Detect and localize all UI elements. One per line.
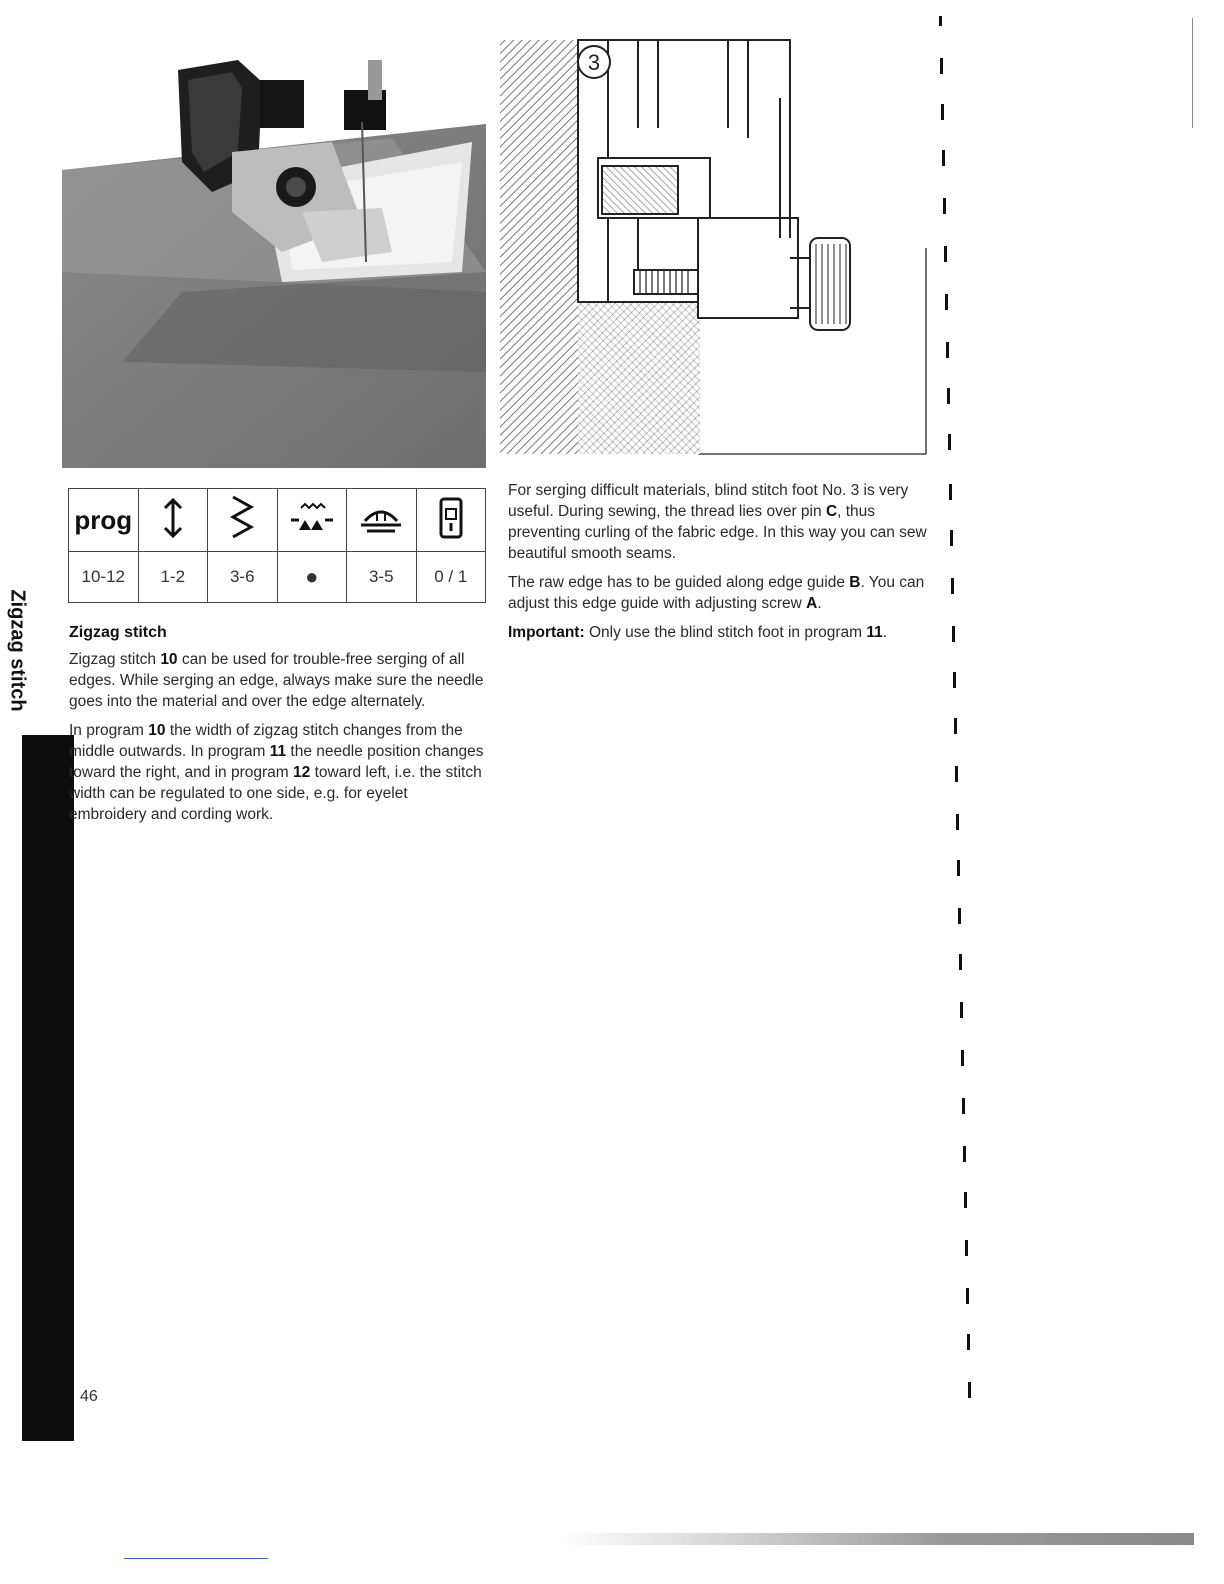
right-paragraph-2 — [508, 572, 928, 614]
margin-mark — [939, 16, 942, 26]
presser-foot-value: 0 / 1 — [416, 552, 486, 603]
margin-mark — [941, 104, 944, 120]
text-run: . You can adjust this edge guide with adjusting screw — [508, 574, 925, 612]
margin-mark — [949, 484, 952, 500]
margin-mark — [951, 578, 954, 594]
left-paragraph-1 — [69, 649, 489, 712]
feed-dog-cell — [277, 489, 347, 552]
section-tab-bar — [22, 735, 74, 1441]
margin-mark — [948, 434, 951, 450]
program-number: 11 — [269, 743, 287, 760]
text-run: Only use the blind stitch foot in program — [584, 624, 867, 641]
important-label: Important: — [508, 624, 585, 641]
program-number: 11 — [866, 624, 883, 641]
sewing-machine-photo — [62, 42, 486, 468]
margin-mark — [963, 1146, 966, 1162]
margin-mark — [966, 1288, 969, 1304]
pin-label: C — [825, 503, 838, 520]
margin-mark — [955, 766, 958, 782]
prog-header-cell — [69, 489, 139, 552]
presser-pressure-value: 3-5 — [347, 552, 417, 603]
text-run: , thus preventing curling of the fabric edge. In this way you can sew beautiful smooth seams. — [508, 503, 927, 562]
side-section-title-text: Zigzag stitch — [6, 588, 29, 712]
margin-mark — [956, 814, 959, 830]
text-run: the needle position changes toward the right, and in program — [69, 743, 484, 781]
text-run: The raw edge has to be guided along edge guide — [508, 574, 850, 591]
settings-values-row — [69, 552, 486, 603]
margin-mark — [946, 342, 949, 358]
margin-mark — [950, 530, 953, 546]
feed-dog-icon — [289, 500, 335, 536]
text-run: Zigzag stitch — [69, 651, 161, 668]
margin-mark — [958, 908, 961, 924]
prog-value: 10-12 — [69, 552, 139, 603]
margin-mark — [942, 150, 945, 166]
scan-edge-line — [1192, 18, 1193, 128]
text-run: For serging difficult materials, blind stitch foot No. 3 is very useful. During sewing, the thread lies over pin — [508, 482, 909, 520]
scan-underline — [124, 1558, 268, 1559]
text-run: . — [817, 595, 822, 612]
margin-mark — [968, 1382, 971, 1398]
presser-pressure-cell — [347, 489, 417, 552]
program-number: 10 — [148, 722, 166, 739]
text-run: can be used for trouble-free serging of all edges. While serging an edge, always make sure the needle goes into the material and over the edge alternately. — [69, 651, 484, 710]
margin-mark — [961, 1050, 964, 1066]
page-number: 46 — [80, 1388, 98, 1405]
feed-dog-value: ● — [277, 552, 347, 603]
stitch-width-cell — [208, 489, 278, 552]
margin-mark — [959, 954, 962, 970]
stitch-length-icon — [158, 496, 188, 540]
blind-stitch-foot-diagram — [498, 38, 928, 456]
prog-label: prog — [74, 504, 133, 535]
stitch-width-icon — [227, 493, 257, 543]
left-text-column — [69, 622, 489, 833]
margin-mark — [945, 294, 948, 310]
margin-mark — [960, 1002, 963, 1018]
margin-mark — [952, 626, 955, 642]
margin-mark — [944, 246, 947, 262]
stitch-length-value: 1-2 — [138, 552, 208, 603]
foot-number-label: 3 — [587, 50, 601, 75]
text-run: toward left, i.e. the stitch width can be regulated to one side, e.g. for eyelet embroidery and cording work. — [69, 764, 482, 823]
settings-table — [68, 488, 486, 603]
margin-mark — [943, 198, 946, 214]
margin-mark — [967, 1334, 970, 1350]
margin-mark — [957, 860, 960, 876]
text-run: In program — [69, 722, 149, 739]
section-heading: Zigzag stitch — [69, 624, 167, 641]
stitch-length-cell — [138, 489, 208, 552]
margin-mark — [965, 1240, 968, 1256]
margin-mark — [954, 718, 957, 734]
margin-mark — [953, 672, 956, 688]
text-run: . — [882, 624, 888, 641]
settings-header-row — [69, 489, 486, 552]
side-section-title — [0, 590, 34, 710]
left-paragraph-2 — [69, 720, 489, 825]
margin-mark — [964, 1192, 967, 1208]
program-number: 12 — [293, 764, 311, 781]
presser-foot-icon — [436, 495, 466, 541]
program-number: 10 — [160, 651, 178, 668]
right-paragraph-3 — [508, 622, 928, 643]
right-paragraph-1 — [508, 480, 928, 564]
scan-bottom-bar — [560, 1533, 1194, 1545]
presser-foot-cell — [416, 489, 486, 552]
presser-pressure-icon — [357, 501, 405, 535]
margin-mark — [947, 388, 950, 404]
screw-label: A — [806, 595, 818, 612]
stitch-width-value: 3-6 — [208, 552, 278, 603]
right-text-column — [508, 480, 928, 651]
guide-label: B — [849, 574, 861, 591]
margin-mark — [940, 58, 943, 74]
text-run: the width of zigzag stitch changes from the middle outwards. In program — [69, 722, 463, 760]
margin-mark — [962, 1098, 965, 1114]
